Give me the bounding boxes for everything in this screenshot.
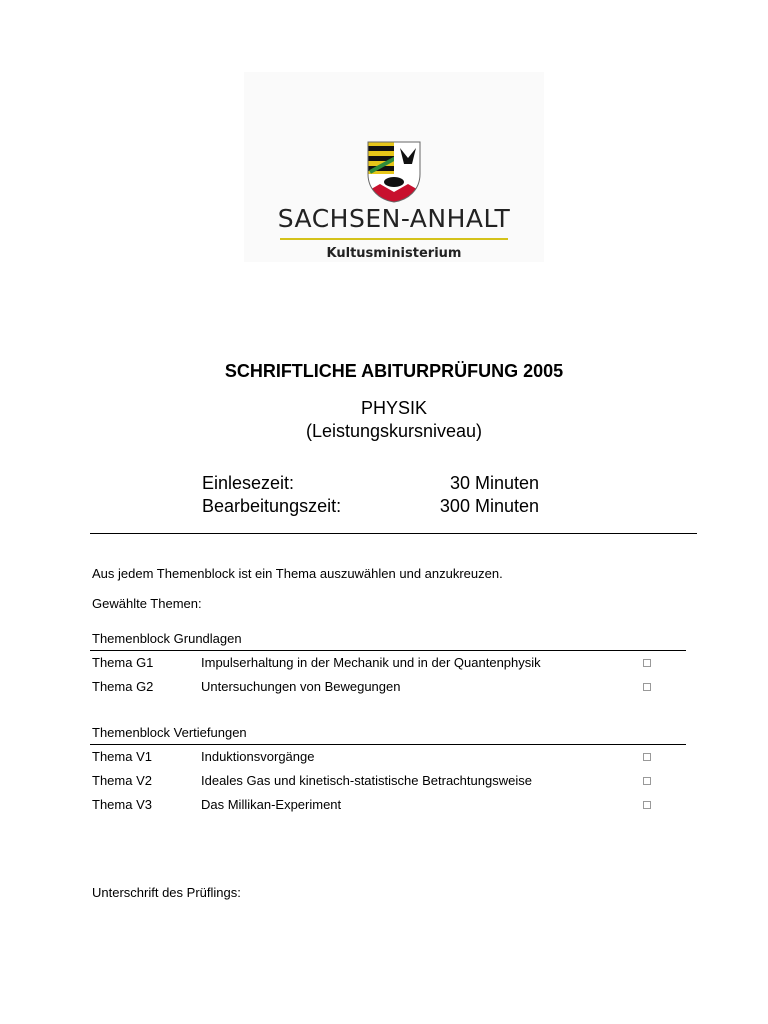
exam-level: (Leistungskursniveau) [305,421,483,441]
logo-underline [280,238,508,240]
theme-name: Untersuchungen von Bewegungen [201,679,401,694]
reading-time-value: 30 Minuten [449,473,539,493]
header-divider [90,533,697,534]
working-time-label: Bearbeitungszeit: [202,496,342,516]
logo-subtitle: Kultusministerium [326,246,462,261]
coat-of-arms-icon [366,140,422,204]
theme-checkbox[interactable] [643,801,651,809]
theme-checkbox[interactable] [643,777,651,785]
theme-checkbox[interactable] [643,659,651,667]
theme-row [92,655,672,673]
block-title-vertiefungen: Themenblock Vertiefungen [92,725,247,740]
theme-checkbox[interactable] [643,753,651,761]
logo-wordmark: SACHSEN-ANHALT [277,204,511,233]
theme-name: Induktionsvorgänge [201,749,315,764]
signature-label: Unterschrift des Prüflings: [92,885,241,900]
theme-row [92,773,672,791]
exam-title: SCHRIFTLICHE ABITURPRÜFUNG 2005 [224,361,564,381]
theme-code: Thema V2 [92,773,152,788]
theme-row [92,797,672,815]
theme-code: Thema G2 [92,679,154,694]
theme-row [92,679,672,697]
theme-name: Impulserhaltung in der Mechanik und in der Quantenphysik [201,655,541,670]
working-time-value: 300 Minuten [439,496,539,516]
reading-time-label: Einlesezeit: [202,473,295,493]
exam-subject: PHYSIK [360,398,428,418]
theme-code: Thema V1 [92,749,152,764]
theme-code: Thema V3 [92,797,152,812]
theme-row [92,749,672,767]
block-divider [90,650,686,651]
theme-name: Das Millikan-Experiment [201,797,342,812]
block-divider [90,744,686,745]
block-title-grundlagen: Themenblock Grundlagen [92,631,242,646]
theme-name: Ideales Gas und kinetisch-statistische Betrachtungsweise [201,773,532,788]
ministry-logo [244,72,544,262]
theme-code: Thema G1 [92,655,154,670]
chosen-topics-label: Gewählte Themen: [92,596,202,611]
instructions-text: Aus jedem Themenblock ist ein Thema auszuwählen und anzukreuzen. [92,566,503,581]
theme-checkbox[interactable] [643,683,651,691]
